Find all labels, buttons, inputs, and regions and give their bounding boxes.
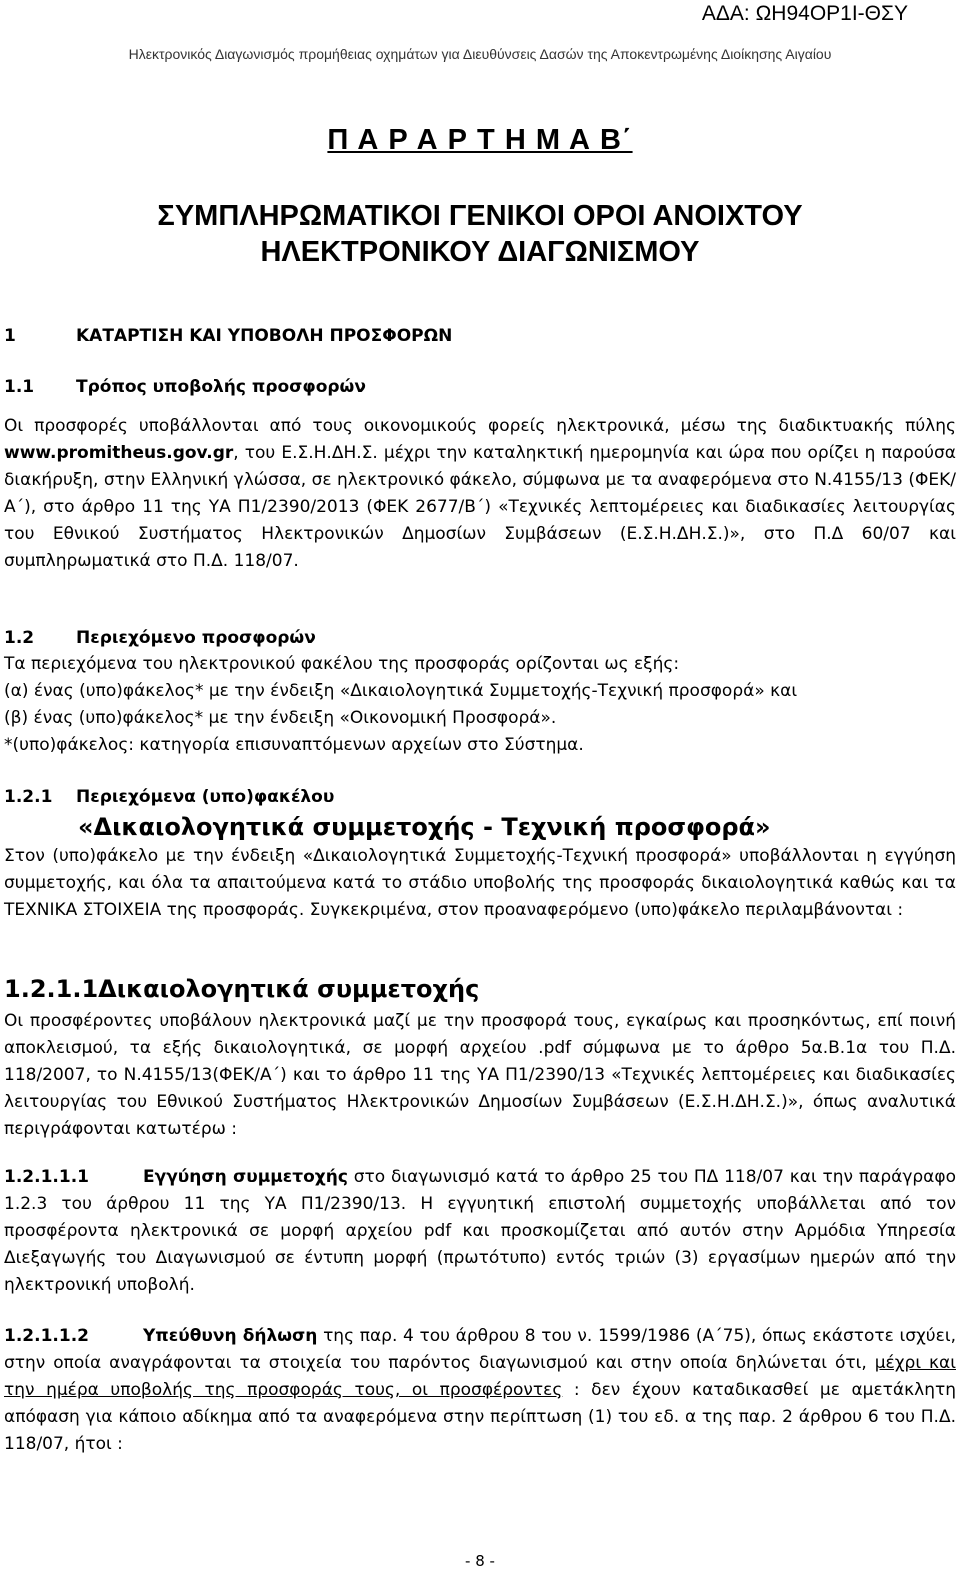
section-title: Δικαιολογητικά συμμετοχής	[98, 975, 480, 1003]
section-1-2-1-1-paragraph: Οι προσφέροντες υποβάλουν ηλεκτρονικά μαζί με την προσφορά τους, εγκαίρως και προσηκόντως, επί ποινή αποκλεισμού, τα εξής δικαιολογητικά, σε μορφή αρχείου .pdf σύμφωνα με το άρθρο 5α.Β.1α του Π.Δ. 118/2007, το Ν.4155/13(ΦΕΚ/Α΄) και το άρθρο 11 της ΥΑ Π1/2390/13 «Τεχνικές λεπτομέρειες και διαδικασίες λειτουργίας του Εθνικού Συστήματος Ηλεκτρονικών Δημοσίων Συμβάσεων (Ε.Σ.Η.ΔΗ.Σ.)», όπως αναλυτικά περιγράφονται κατωτέρω :	[4, 1011, 956, 1139]
paragraph-text: Οι προσφορές υποβάλλονται από τους οικονομικούς φορείς ηλεκτρονικά, μέσω της διαδικτυακής πύλης	[4, 416, 956, 436]
section-1-2-1-1-2-paragraph	[4, 1323, 956, 1458]
section-number: 1	[4, 326, 16, 346]
list-line: (α) ένας (υπο)φάκελος* με την ένδειξη «Δικαιολογητικά Συμμετοχής-Τεχνική προσφορά» και	[4, 681, 798, 701]
list-line: (β) ένας (υπο)φάκελος* με την ένδειξη «Οικονομική Προσφορά».	[4, 708, 557, 728]
section-title: Εγγύηση συμμετοχής	[143, 1167, 348, 1187]
section-1-1-paragraph	[4, 413, 956, 575]
section-number: 1.1	[4, 377, 35, 397]
document-title-line-1: ΣΥΜΠΛΗΡΩΜΑΤΙΚΟΙ ΓΕΝΙΚΟΙ ΟΡΟΙ ΑΝΟΙΧΤΟΥ	[157, 200, 803, 232]
section-title: Περιεχόμενα (υπο)φακέλου	[76, 787, 335, 807]
section-1-2-1-subtitle: «Δικαιολογητικά συμμετοχής - Τεχνική προσφορά»	[78, 813, 771, 841]
running-header: Ηλεκτρονικός Διαγωνισμός προμήθειας οχημάτων για Διευθύνσεις Δασών της Αποκεντρωμένης Διοίκησης Αιγαίου	[128, 46, 832, 62]
section-1-2-list	[4, 651, 956, 759]
section-1-heading	[4, 326, 452, 346]
section-1-2-1-heading	[4, 787, 334, 807]
section-number: 1.2.1.1	[4, 975, 99, 1003]
section-1-2-1-paragraph: Στον (υπο)φάκελο με την ένδειξη «Δικαιολογητικά Συμμετοχής-Τεχνική προσφορά» υποβάλλονται η εγγύηση συμμετοχής, και όλα τα απαιτούμενα κατά το στάδιο υποβολής της προσφοράς δικαιολογητικά καθώς και τα ΤΕΧΝΙΚΑ ΣΤΟΙΧΕΙΑ της προσφοράς. Συγκεκριμένα, στον προαναφερόμενο (υπο)φάκελο περιλαμβάνονται :	[4, 846, 956, 920]
section-number: 1.2.1.1.2	[4, 1326, 89, 1346]
section-title: ΚΑΤΑΡΤΙΣΗ ΚΑΙ ΥΠΟΒΟΛΗ ΠΡΟΣΦΟΡΩΝ	[76, 326, 453, 346]
section-title: Τρόπος υποβολής προσφορών	[76, 377, 366, 397]
paragraph-text: , του Ε.Σ.Η.ΔΗ.Σ. μέχρι την καταληκτική ημερομηνία και ώρα που ορίζει η παρούσα διακήρυξη, στην Ελληνική γλώσσα, σε ηλεκτρονικό φάκελο, σύμφωνα με τα αναφερόμενα στο Ν.4155/13 (ΦΕΚ/Α΄), στο άρθρο 11 της ΥΑ Π1/2390/2013 (ΦΕΚ 2677/Β΄) «Τεχνικές λεπτομέρειες και διαδικασίες λειτουργίας του Εθνικού Συστήματος Ηλεκτρονικών Δημοσίων Συμβάσεων (Ε.Σ.Η.ΔΗ.Σ.)», στο Π.Δ 60/07 και συμπληρωματικά στο Π.Δ. 118/07.	[4, 443, 956, 571]
portal-link[interactable]: www.promitheus.gov.gr	[4, 443, 234, 463]
list-line: Τα περιεχόμενα του ηλεκτρονικού φακέλου της προσφοράς ορίζονται ως εξής:	[4, 654, 680, 674]
paragraph-text: της παρ. 4 του άρθρου 8 του ν. 1599/1986 (Α΄75), όπως εκάστοτε ισχύει, στην οποία αναγράφονται τα στοιχεία του παρόντος διαγωνισμού και στην οποία δηλώνεται ότι,	[4, 1326, 956, 1373]
section-1-2-heading	[4, 628, 316, 648]
paragraph-text: στο διαγωνισμό κατά το άρθρο 25 του ΠΔ 118/07 και την παράγραφο 1.2.3 του άρθρου 11 της ΥΑ Π1/2390/13. Η εγγυητική επιστολή συμμετοχής υποβάλλεται από τον προσφέροντα ηλεκτρονικά σε μορφή αρχείου pdf και προσκομίζεται από αυτόν στην Αρμόδια Υπηρεσία Διεξαγωγής του Διαγωνισμού σε έντυπη μορφή (πρωτότυπο) εντός τριών (3) εργασίμων ημερών από την ηλεκτρονική υποβολή.	[4, 1167, 956, 1295]
annex-title: Π Α Ρ Α Ρ Τ Η Μ Α Β΄	[327, 124, 633, 156]
section-title: Περιεχόμενο προσφορών	[76, 628, 316, 648]
section-number: 1.2.1	[4, 787, 53, 807]
underlined-text: μέχρι και την ημέρα υποβολής της προσφοράς τους, οι προσφέροντες	[4, 1353, 956, 1400]
ada-code: ΑΔΑ: ΩΗ94ΟΡ1Ι-ΘΣΥ	[701, 2, 908, 25]
section-1-2-1-1-1-paragraph	[4, 1164, 956, 1299]
document-title-line-2: ΗΛΕΚΤΡΟΝΙΚΟΥ ΔΙΑΓΩΝΙΣΜΟΥ	[260, 236, 700, 268]
section-1-1-heading	[4, 377, 366, 397]
section-number: 1.2	[4, 628, 35, 648]
document-title	[0, 198, 960, 270]
section-title: Υπεύθυνη δήλωση	[143, 1326, 318, 1346]
section-1-2-1-1-heading	[4, 975, 479, 1003]
page-number: - 8 -	[465, 1552, 495, 1570]
section-number: 1.2.1.1.1	[4, 1167, 89, 1187]
paragraph-text: : δεν έχουν καταδικασθεί με αμετάκλητη απόφαση για κάποιο αδίκημα από τα αναφερόμενα στην περίπτωση (1) του εδ. α της παρ. 2 άρθρου 6 του Π.Δ. 118/07, ήτοι :	[4, 1380, 956, 1454]
list-line: *(υπο)φάκελος: κατηγορία επισυναπτόμενων αρχείων στο Σύστημα.	[4, 735, 584, 755]
